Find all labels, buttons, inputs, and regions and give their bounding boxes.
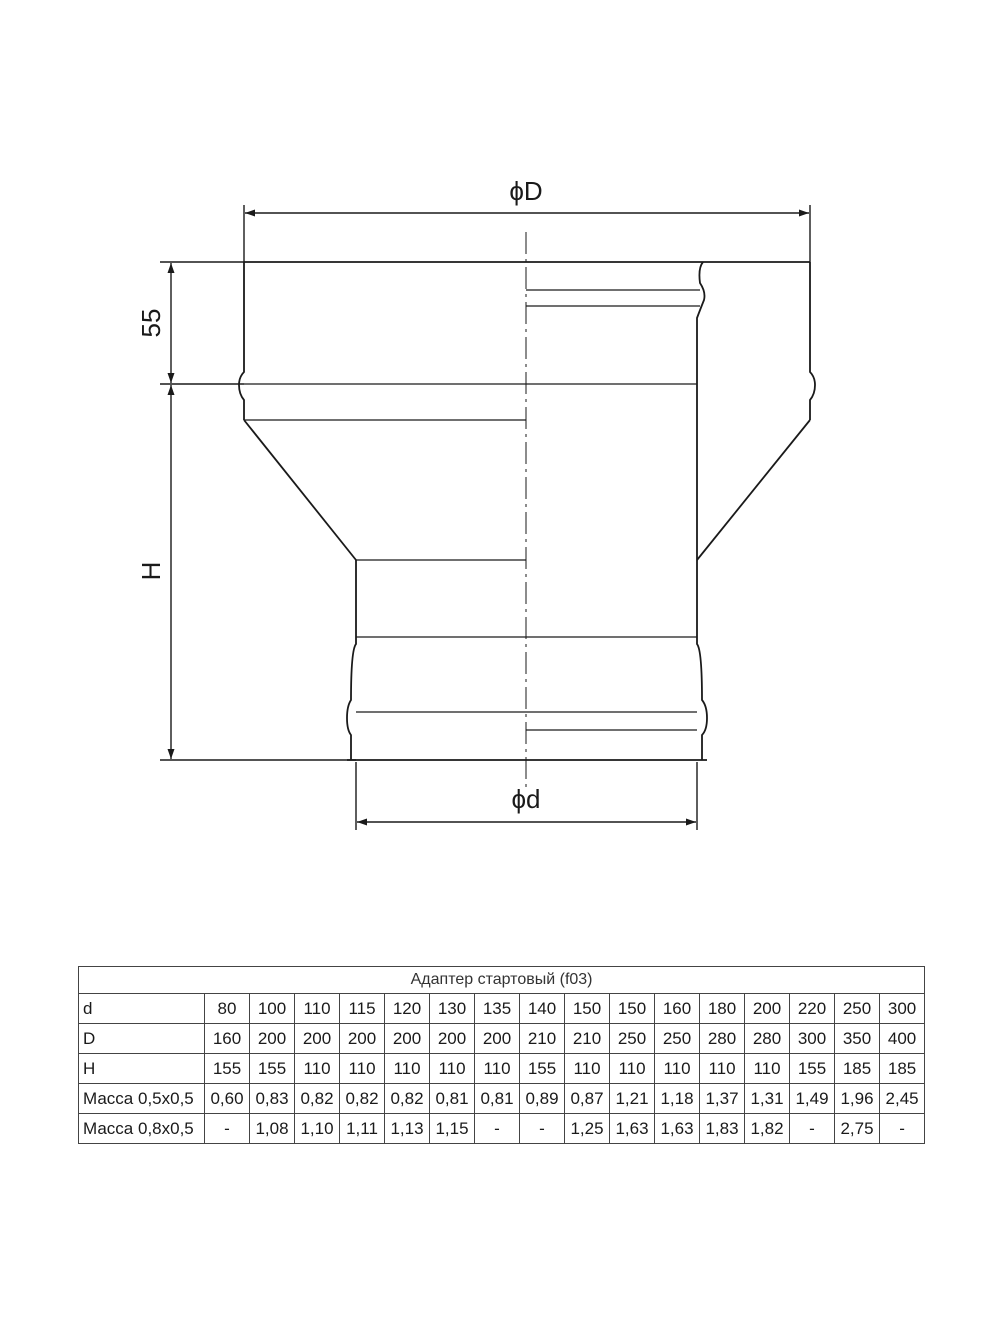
- table-cell: 1,49: [790, 1084, 835, 1114]
- table-cell: 0,82: [295, 1084, 340, 1114]
- table-cell: 1,13: [385, 1114, 430, 1144]
- table-cell: 280: [745, 1024, 790, 1054]
- table-cell: 155: [205, 1054, 250, 1084]
- table-row: [79, 994, 925, 1024]
- top-height-label: 55: [136, 308, 166, 338]
- row-label: d: [79, 994, 205, 1024]
- table-cell: 185: [880, 1054, 925, 1084]
- table-cell: 200: [385, 1024, 430, 1054]
- table-cell: 1,21: [610, 1084, 655, 1114]
- table-cell: 110: [385, 1054, 430, 1084]
- table-cell: 110: [745, 1054, 790, 1084]
- table-cell: 1,10: [295, 1114, 340, 1144]
- table-cell: 250: [835, 994, 880, 1024]
- table-cell: 110: [295, 1054, 340, 1084]
- table-cell: -: [880, 1114, 925, 1144]
- table-cell: 1,15: [430, 1114, 475, 1144]
- table-cell: 185: [835, 1054, 880, 1084]
- table-cell: -: [790, 1114, 835, 1144]
- table-cell: 210: [520, 1024, 565, 1054]
- table-cell: 1,63: [610, 1114, 655, 1144]
- table-cell: 1,83: [700, 1114, 745, 1144]
- table-cell: 150: [610, 994, 655, 1024]
- table-cell: 0,82: [340, 1084, 385, 1114]
- table-cell: 1,25: [565, 1114, 610, 1144]
- table-cell: 80: [205, 994, 250, 1024]
- adapter-body: [239, 262, 815, 760]
- table-cell: 110: [430, 1054, 475, 1084]
- table-cell: 220: [790, 994, 835, 1024]
- table-cell: 110: [565, 1054, 610, 1084]
- table-cell: 200: [475, 1024, 520, 1054]
- table-row: [79, 1054, 925, 1084]
- outer-diameter-label: ϕD: [509, 176, 543, 206]
- table-row: [79, 1084, 925, 1114]
- row-label: Масса 0,8х0,5: [79, 1114, 205, 1144]
- table-cell: 1,31: [745, 1084, 790, 1114]
- table-title-row: [79, 967, 925, 994]
- outer-diameter-dimension: [244, 205, 810, 262]
- table-cell: 200: [430, 1024, 475, 1054]
- row-label: H: [79, 1054, 205, 1084]
- table-cell: 200: [295, 1024, 340, 1054]
- table-cell: 0,87: [565, 1084, 610, 1114]
- height-label: H: [136, 561, 166, 581]
- table-cell: 120: [385, 994, 430, 1024]
- table-cell: 200: [745, 994, 790, 1024]
- table-cell: 250: [610, 1024, 655, 1054]
- table-cell: 110: [475, 1054, 520, 1084]
- table-cell: 135: [475, 994, 520, 1024]
- table-cell: 150: [565, 994, 610, 1024]
- table-cell: 100: [250, 994, 295, 1024]
- table-cell: 1,11: [340, 1114, 385, 1144]
- table-cell: 1,63: [655, 1114, 700, 1144]
- table-cell: 1,82: [745, 1114, 790, 1144]
- table-cell: 350: [835, 1024, 880, 1054]
- table-cell: 0,83: [250, 1084, 295, 1114]
- inner-diameter-label: ϕd: [511, 784, 541, 814]
- table-cell: 110: [655, 1054, 700, 1084]
- table-cell: 160: [205, 1024, 250, 1054]
- table-cell: 400: [880, 1024, 925, 1054]
- table-cell: 110: [340, 1054, 385, 1084]
- table-cell: 210: [565, 1024, 610, 1054]
- row-label: D: [79, 1024, 205, 1054]
- table-cell: 0,81: [475, 1084, 520, 1114]
- table-cell: 180: [700, 994, 745, 1024]
- table-cell: 300: [790, 1024, 835, 1054]
- table-cell: 0,89: [520, 1084, 565, 1114]
- height-dimension: [160, 385, 356, 760]
- table-cell: 200: [340, 1024, 385, 1054]
- table-cell: -: [475, 1114, 520, 1144]
- table-cell: 160: [655, 994, 700, 1024]
- table-row: [79, 1024, 925, 1054]
- table-cell: 0,82: [385, 1084, 430, 1114]
- table-cell: 300: [880, 994, 925, 1024]
- table-cell: -: [205, 1114, 250, 1144]
- table-cell: 155: [520, 1054, 565, 1084]
- table-row: [79, 1114, 925, 1144]
- table-cell: 115: [340, 994, 385, 1024]
- table-cell: 200: [250, 1024, 295, 1054]
- spec-table: [78, 966, 925, 1144]
- table-cell: 110: [610, 1054, 655, 1084]
- table-cell: 110: [295, 994, 340, 1024]
- table-cell: 155: [250, 1054, 295, 1084]
- table-cell: 0,60: [205, 1084, 250, 1114]
- table-cell: 2,45: [880, 1084, 925, 1114]
- table-cell: 140: [520, 994, 565, 1024]
- section-lines: [244, 290, 700, 730]
- table-cell: 280: [700, 1024, 745, 1054]
- table-cell: 250: [655, 1024, 700, 1054]
- row-label: Масса 0,5х0,5: [79, 1084, 205, 1114]
- table-cell: 130: [430, 994, 475, 1024]
- table-cell: 1,08: [250, 1114, 295, 1144]
- table-cell: -: [520, 1114, 565, 1144]
- table-cell: 1,37: [700, 1084, 745, 1114]
- table-cell: 1,96: [835, 1084, 880, 1114]
- top-height-dimension: [160, 262, 244, 384]
- table-cell: 0,81: [430, 1084, 475, 1114]
- table-cell: 155: [790, 1054, 835, 1084]
- table-cell: 1,18: [655, 1084, 700, 1114]
- table-cell: 110: [700, 1054, 745, 1084]
- table-title: Адаптер стартовый (f03): [79, 967, 925, 994]
- table-cell: 2,75: [835, 1114, 880, 1144]
